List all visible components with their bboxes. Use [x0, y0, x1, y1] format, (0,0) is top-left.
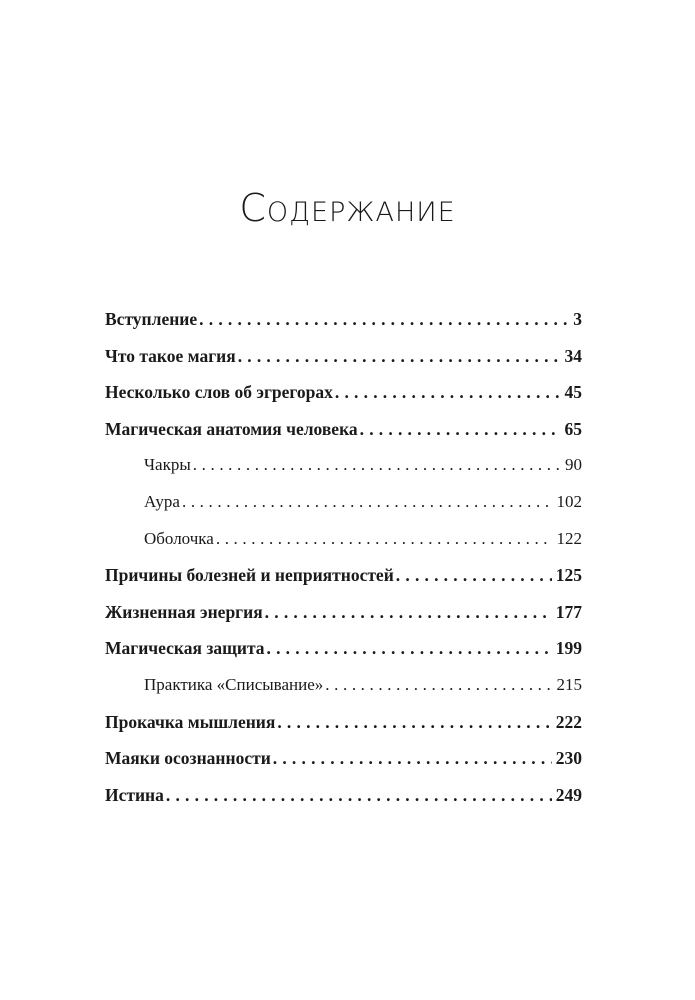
- toc-entry-page: 45: [564, 382, 582, 403]
- toc-entry[interactable]: [105, 785, 582, 822]
- toc-entry-title: Практика «Списывание»: [144, 674, 324, 694]
- toc-entry-page: 122: [556, 528, 582, 548]
- toc-entry-page: 215: [556, 674, 582, 694]
- toc-entry-title: Магическая анатомия человека: [105, 418, 358, 439]
- toc-entry-title: Жизненная энергия: [105, 601, 263, 622]
- dot-leader: [199, 309, 569, 330]
- dot-leader: [193, 455, 561, 475]
- table-of-contents: [105, 309, 582, 821]
- toc-entry-page: 230: [555, 748, 582, 769]
- toc-entry-page: 222: [555, 711, 582, 732]
- toc-entry-page: 102: [556, 491, 582, 511]
- toc-entry-title: Причины болезней и неприятностей: [105, 565, 394, 586]
- dot-leader: [335, 382, 561, 403]
- toc-entry-title: Истина: [105, 784, 164, 805]
- toc-entry-title: Прокачка мышления: [105, 711, 276, 732]
- dot-leader: [325, 675, 552, 695]
- dot-leader: [182, 492, 553, 512]
- toc-entry-title: Чакры: [144, 455, 191, 475]
- toc-entry[interactable]: [105, 602, 582, 639]
- toc-entry[interactable]: [105, 419, 582, 456]
- dot-leader: [166, 785, 552, 806]
- toc-entry-title: Маяки осознанности: [105, 748, 271, 769]
- toc-entry[interactable]: [105, 748, 582, 785]
- toc-entry-title: Оболочка: [144, 528, 214, 548]
- toc-entry[interactable]: [105, 638, 582, 675]
- dot-leader: [265, 602, 552, 623]
- toc-entry-page: 90: [565, 455, 582, 475]
- toc-entry-title: Что такое магия: [105, 345, 236, 366]
- toc-entry-title: Несколько слов об эгрегорах: [105, 382, 333, 403]
- toc-entry-page: 177: [555, 601, 582, 622]
- toc-entry-title: Аура: [144, 491, 180, 511]
- dot-leader: [273, 748, 552, 769]
- page-title: Содержание: [239, 186, 456, 230]
- toc-entry[interactable]: [105, 565, 582, 602]
- toc-entry-title: Магическая защита: [105, 638, 265, 659]
- toc-subentry[interactable]: [105, 675, 582, 712]
- toc-entry-page: 3: [573, 309, 582, 329]
- toc-entry-page: 65: [564, 418, 582, 439]
- toc-entry[interactable]: [105, 712, 582, 749]
- toc-subentry[interactable]: [105, 492, 582, 529]
- dot-leader: [360, 419, 561, 440]
- dot-leader: [238, 346, 561, 367]
- dot-leader: [267, 638, 552, 659]
- toc-entry[interactable]: [105, 309, 582, 346]
- toc-subentry[interactable]: [105, 455, 582, 492]
- dot-leader: [277, 712, 551, 733]
- toc-entry-page: 34: [564, 345, 582, 366]
- toc-entry-page: 199: [555, 638, 582, 659]
- toc-entry-page: 249: [555, 784, 582, 805]
- toc-entry-title: Вступление: [105, 309, 198, 329]
- toc-entry-page: 125: [555, 565, 582, 586]
- toc-entry[interactable]: [105, 382, 582, 419]
- dot-leader: [216, 529, 553, 549]
- toc-subentry[interactable]: [105, 529, 582, 566]
- dot-leader: [396, 565, 552, 586]
- toc-entry[interactable]: [105, 346, 582, 383]
